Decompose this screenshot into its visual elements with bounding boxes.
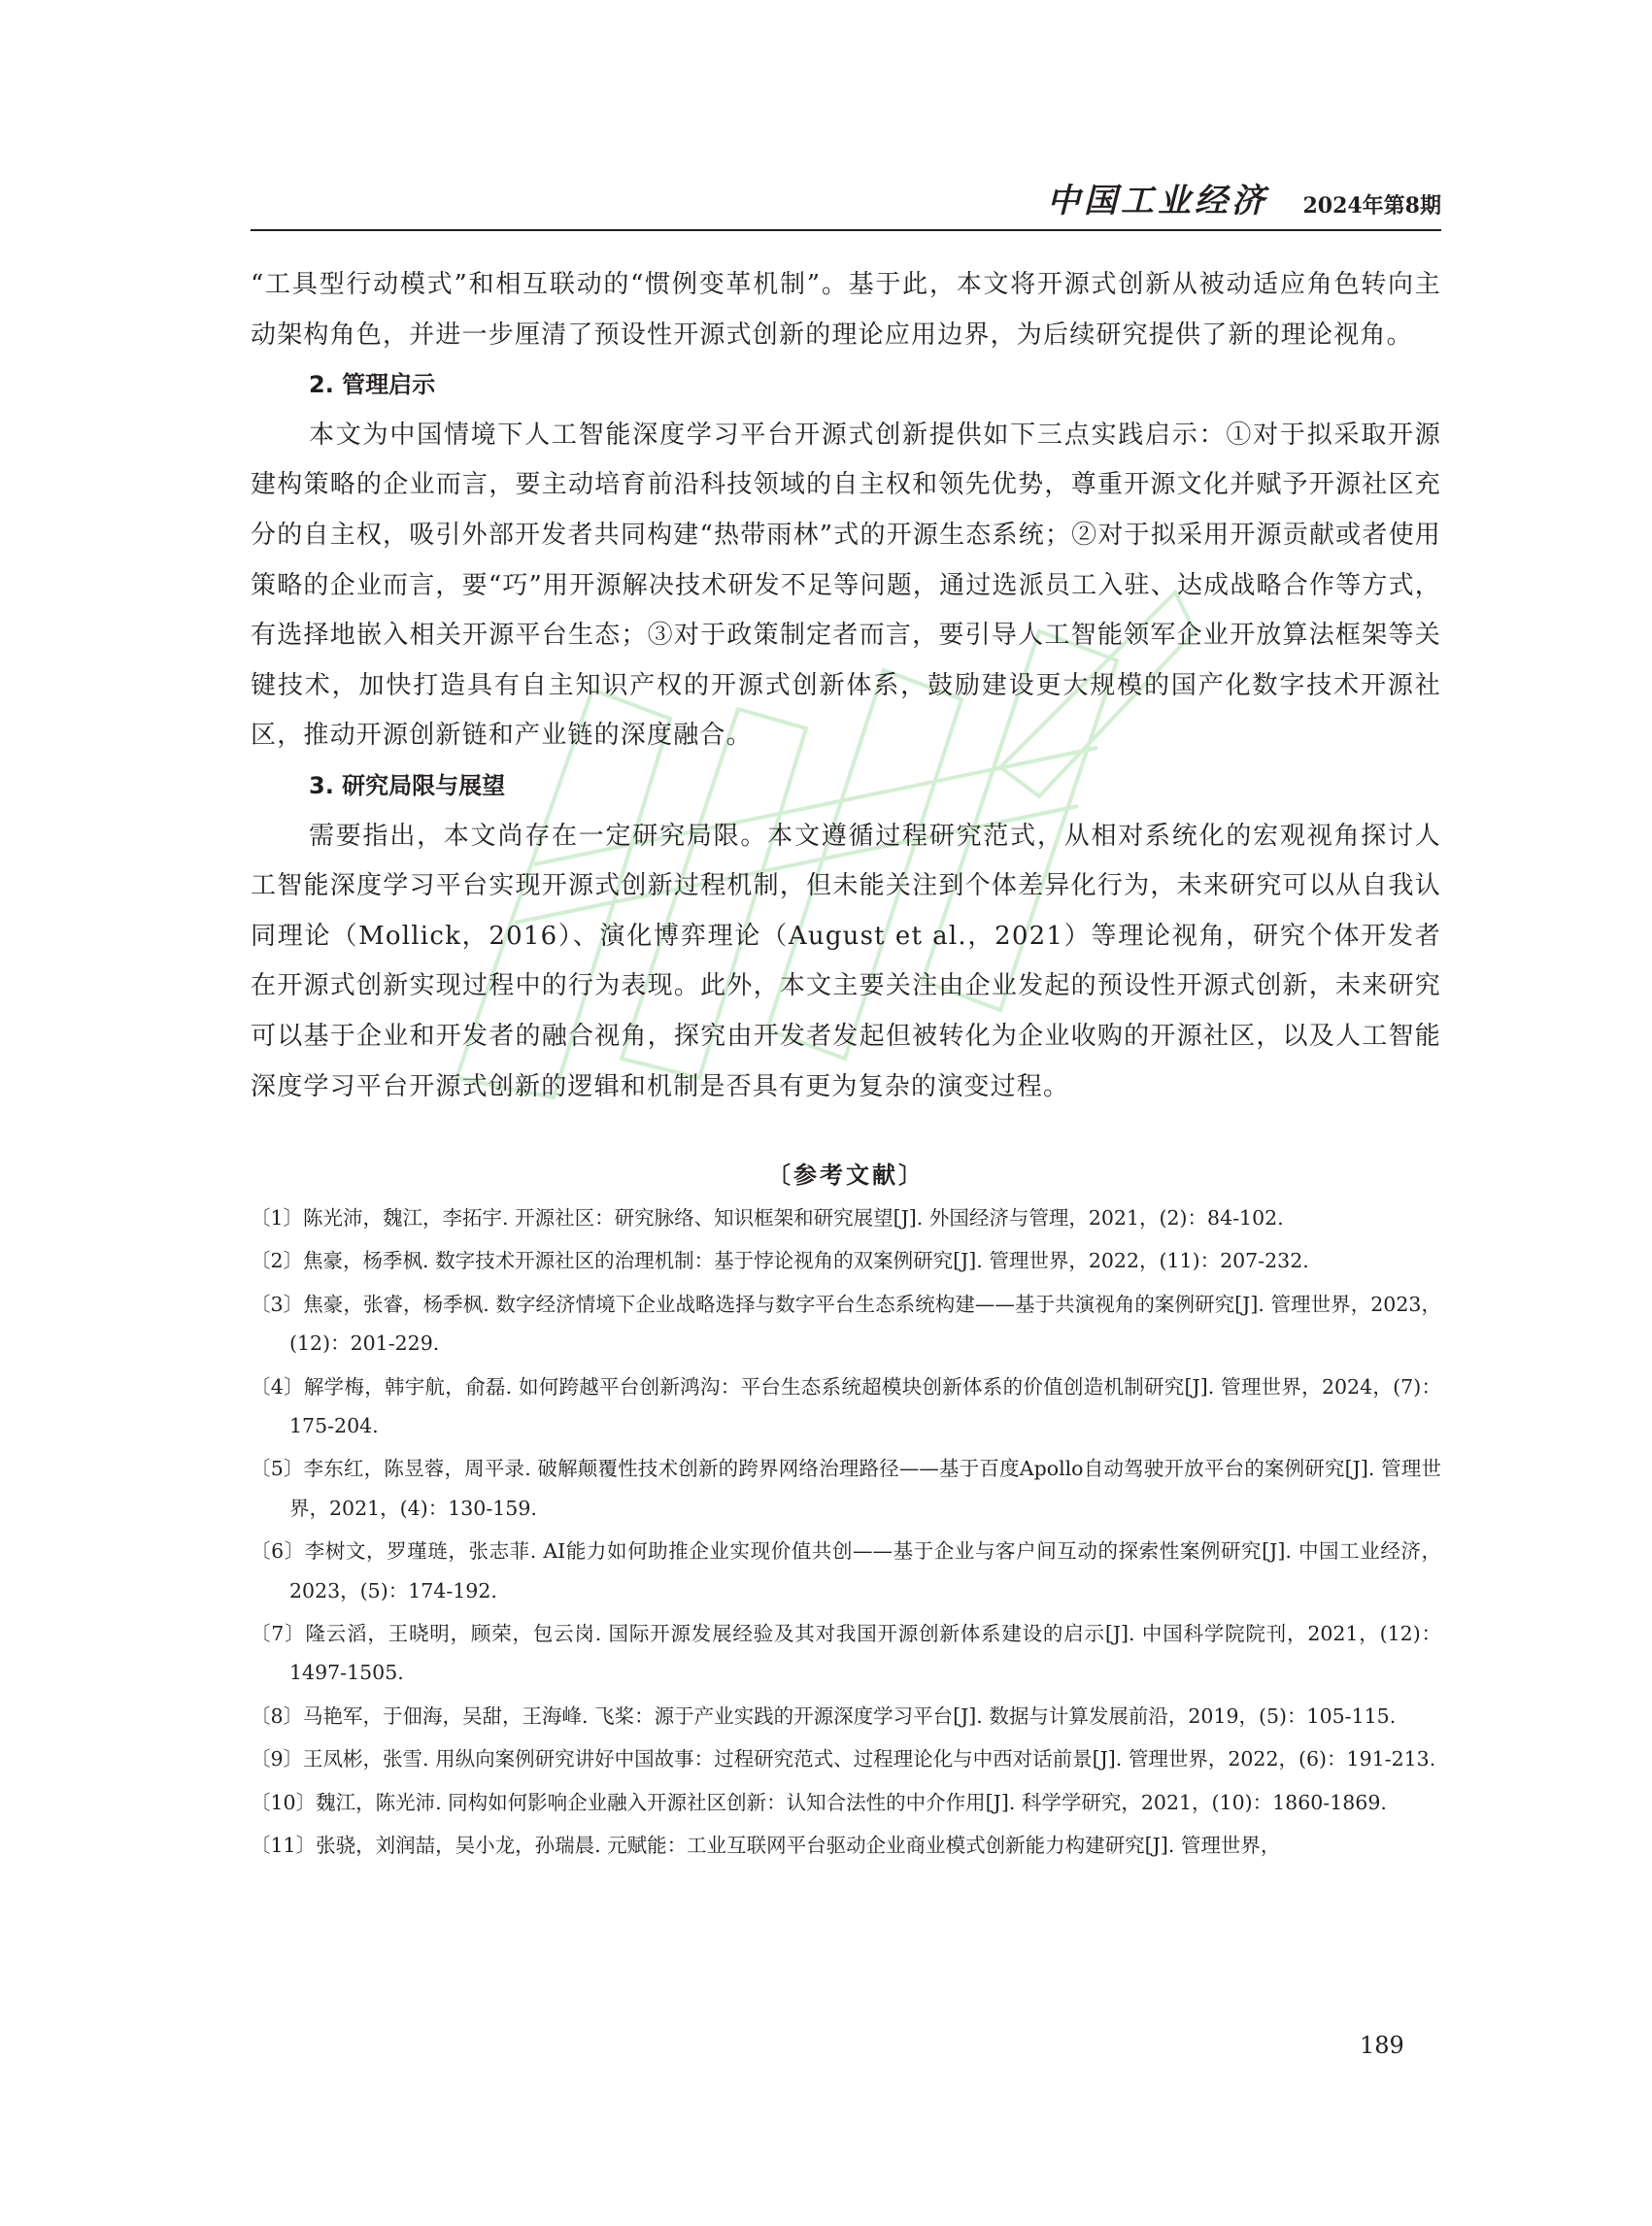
references-title: 〔参考文献〕: [767, 1162, 925, 1189]
issue-label: 2024年第8期: [1302, 193, 1441, 219]
page-header: [251, 181, 1441, 231]
reference-item: 〔7〕隆云滔，王晓明，顾荣，包云岗. 国际开源发展经验及其对我国开源创新体系建设的启示[J]. 中国科学院院刊，2021，(12)：1497-1505.: [251, 1622, 1441, 1685]
reference-item: 〔10〕魏江，陈光沛. 同构如何影响企业融入开源社区创新：认知合法性的中介作用[J]. 科学学研究，2021，(10)：1860-1869.: [251, 1790, 1387, 1814]
reference-item: 〔5〕李东红，陈昱蓉，周平录. 破解颠覆性技术创新的跨界网络治理路径——基于百度Apollo自动驾驶开放平台的案例研究[J]. 管理世界，2021，(4)：130-159.: [251, 1457, 1441, 1520]
reference-item: 〔3〕焦豪，张睿，杨季枫. 数字经济情境下企业战略选择与数字平台生态系统构建——基于共演视角的案例研究[J]. 管理世界，2023，(12)：201-229.: [251, 1292, 1441, 1356]
paragraph-limitations: 需要指出，本文尚存在一定研究局限。本文遵循过程研究范式，从相对系统化的宏观视角探讨人工智能深度学习平台实现开源式创新过程机制，但未能关注到个体差异化行为，未来研究可以从自我认同理论（Mollick，2016）、演化博弈理论（August et al.，2021）等理论视角，研究个体开发者在开源式创新实现过程中的行为表现。此外，本文主要关注由企业发起的预设性开源式创新，未来研究可以基于企业和开发者的融合视角，探究由开发者发起但被转化为企业收购的开源社区，以及人工智能深度学习平台开源式创新的逻辑和机制是否具有更为复杂的演变过程。: [251, 821, 1441, 1101]
reference-item: 〔4〕解学梅，韩宇航，俞磊. 如何跨越平台创新鸿沟：平台生态系统超模块创新体系的价值创造机制研究[J]. 管理世界，2024，(7)：175-204.: [251, 1374, 1441, 1438]
journal-name: 中国工业经济: [1047, 182, 1268, 220]
reference-item: 〔11〕张骁，刘润喆，吴小龙，孙瑞晨. 元赋能：工业互联网平台驱动企业商业模式创新能力构建研究[J]. 管理世界，: [251, 1834, 1281, 1858]
section-heading-management: 2. 管理启示: [309, 371, 436, 399]
paragraph-management: 本文为中国情境下人工智能深度学习平台开源式创新提供如下三点实践启示：①对于拟采取开源建构策略的企业而言，要主动培育前沿科技领域的自主权和领先优势，尊重开源文化并赋予开源社区充分的自主权，吸引外部开发者共同构建“热带雨林”式的开源生态系统；②对于拟采用开源贡献或者使用策略的企业而言，要“巧”用开源解决技术研发不足等问题，通过选派员工入驻、达成战略合作等方式，有选择地嵌入相关开源平台生态；③对于政策制定者而言，要引导人工智能领军企业开放算法框架等关键技术，加快打造具有自主知识产权的开源式创新体系，鼓励建设更大规模的国产化数字技术开源社区，推动开源创新链和产业链的深度融合。: [251, 420, 1441, 751]
article-body: [251, 260, 1441, 1112]
references-list: [251, 1198, 1441, 1870]
reference-item: 〔1〕陈光沛，魏江，李拓宇. 开源社区：研究脉络、知识框架和研究展望[J]. 外国经济与管理，2021，(2)：84-102.: [251, 1206, 1284, 1230]
reference-item: 〔9〕王凤彬，张雪. 用纵向案例研究讲好中国故事：过程研究范式、过程理论化与中西对话前景[J]. 管理世界，2022，(6)：191-213.: [251, 1747, 1436, 1771]
section-heading-limitations: 3. 研究局限与展望: [309, 771, 506, 799]
reference-item: 〔2〕焦豪，杨季枫. 数字技术开源社区的治理机制：基于悖论视角的双案例研究[J]. 管理世界，2022，(11)：207-232.: [251, 1249, 1309, 1273]
reference-item: 〔6〕李树文，罗瑾琏，张志菲. AI能力如何助推企业实现价值共创——基于企业与客户间互动的探索性案例研究[J]. 中国工业经济，2023，(5)：174-192.: [251, 1539, 1441, 1602]
reference-item: 〔8〕马艳军，于佃海，吴甜，王海峰. 飞桨：源于产业实践的开源深度学习平台[J]. 数据与计算发展前沿，2019，(5)：105-115.: [251, 1703, 1397, 1728]
paragraph-continued: “工具型行动模式”和相互联动的“惯例变革机制”。基于此，本文将开源式创新从被动适应角色转向主动架构角色，并进一步厘清了预设性开源式创新的理论应用边界，为后续研究提供了新的理论视角。: [251, 270, 1441, 350]
page-number: 189: [1360, 2032, 1404, 2059]
